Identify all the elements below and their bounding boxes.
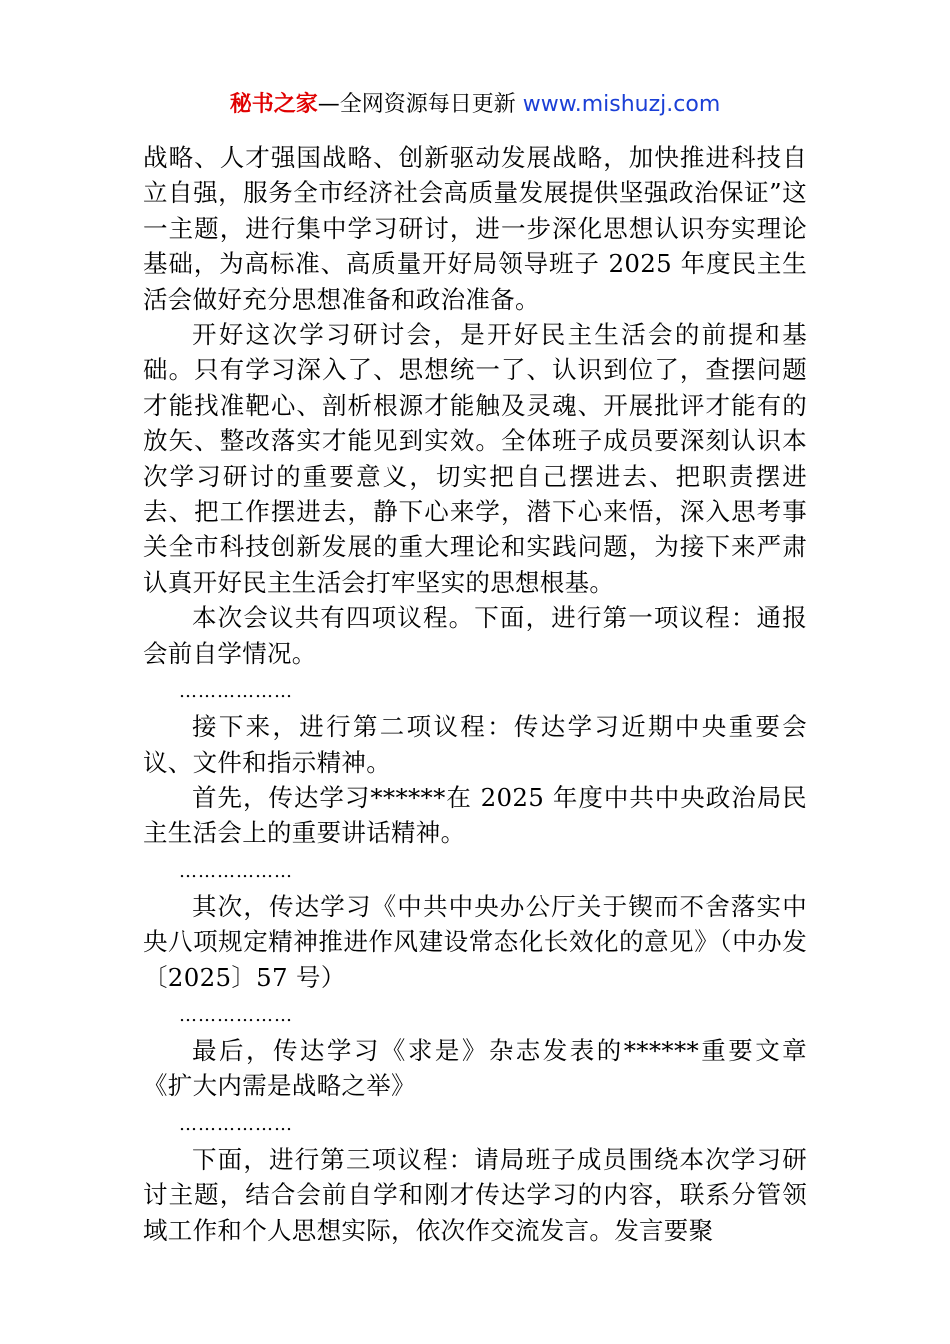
ellipsis-separator: ……………… — [179, 860, 293, 882]
site-header — [0, 88, 950, 122]
site-brand: 秘书之家 — [229, 92, 318, 117]
ellipsis-separator: ……………… — [179, 681, 293, 703]
site-url-link[interactable]: www.mishuzj.com — [522, 92, 721, 117]
paragraph: 本次会议共有四项议程。下面，进行第一项议程：通报会前自学情况。 — [143, 603, 807, 668]
ellipsis-separator: ……………… — [179, 1113, 293, 1135]
paragraph: 最后，传达学习《求是》杂志发表的******重要文章《扩大内需是战略之举》 — [143, 1035, 807, 1101]
document-body — [143, 140, 807, 1248]
paragraph: 首先，传达学习******在 2025 年度中共中央政治局民主生活会上的重要讲话精神。 — [143, 782, 807, 848]
site-tagline: —全网资源每日更新 — [317, 92, 523, 117]
paragraph: 开好这次学习研讨会，是开好民主生活会的前提和基础。只有学习深入了、思想统一了、认识到位了，查摆问题才能找准靶心、剖析根源才能触及灵魂、开展批评才能有的放矢、整改落实才能见到实效。全体班子成员要深刻认识本次学习研讨的重要意义，切实把自己摆进去、把职责摆进去、把工作摆进去，静下心来学，潜下心来悟，深入思考事关全市科技创新发展的重大理论和实践问题，为接下来严肃认真开好民主生活会打牢坚实的思想根基。 — [143, 320, 807, 597]
paragraph: 其次，传达学习《中共中央办公厅关于锲而不舍落实中央八项规定精神推进作风建设常态化长效化的意见》（中办发〔2025〕57 号） — [143, 891, 807, 992]
paragraph: 接下来，进行第二项议程：传达学习近期中央重要会议、文件和指示精神。 — [143, 712, 807, 777]
ellipsis-separator: ……………… — [179, 1004, 293, 1026]
paragraph: 下面，进行第三项议程：请局班子成员围绕本次学习研讨主题，结合会前自学和刚才传达学习的内容，联系分管领域工作和个人思想实际，依次作交流发言。发言要聚 — [143, 1144, 807, 1245]
paragraph: 战略、人才强国战略、创新驱动发展战略，加快推进科技自立自强，服务全市经济社会高质量发展提供坚强政治保证”这一主题，进行集中学习研讨，进一步深化思想认识夯实理论基础，为高标准、高质量开好局领导班子 2025 年度民主生活会做好充分思想准备和政治准备。 — [143, 143, 807, 314]
